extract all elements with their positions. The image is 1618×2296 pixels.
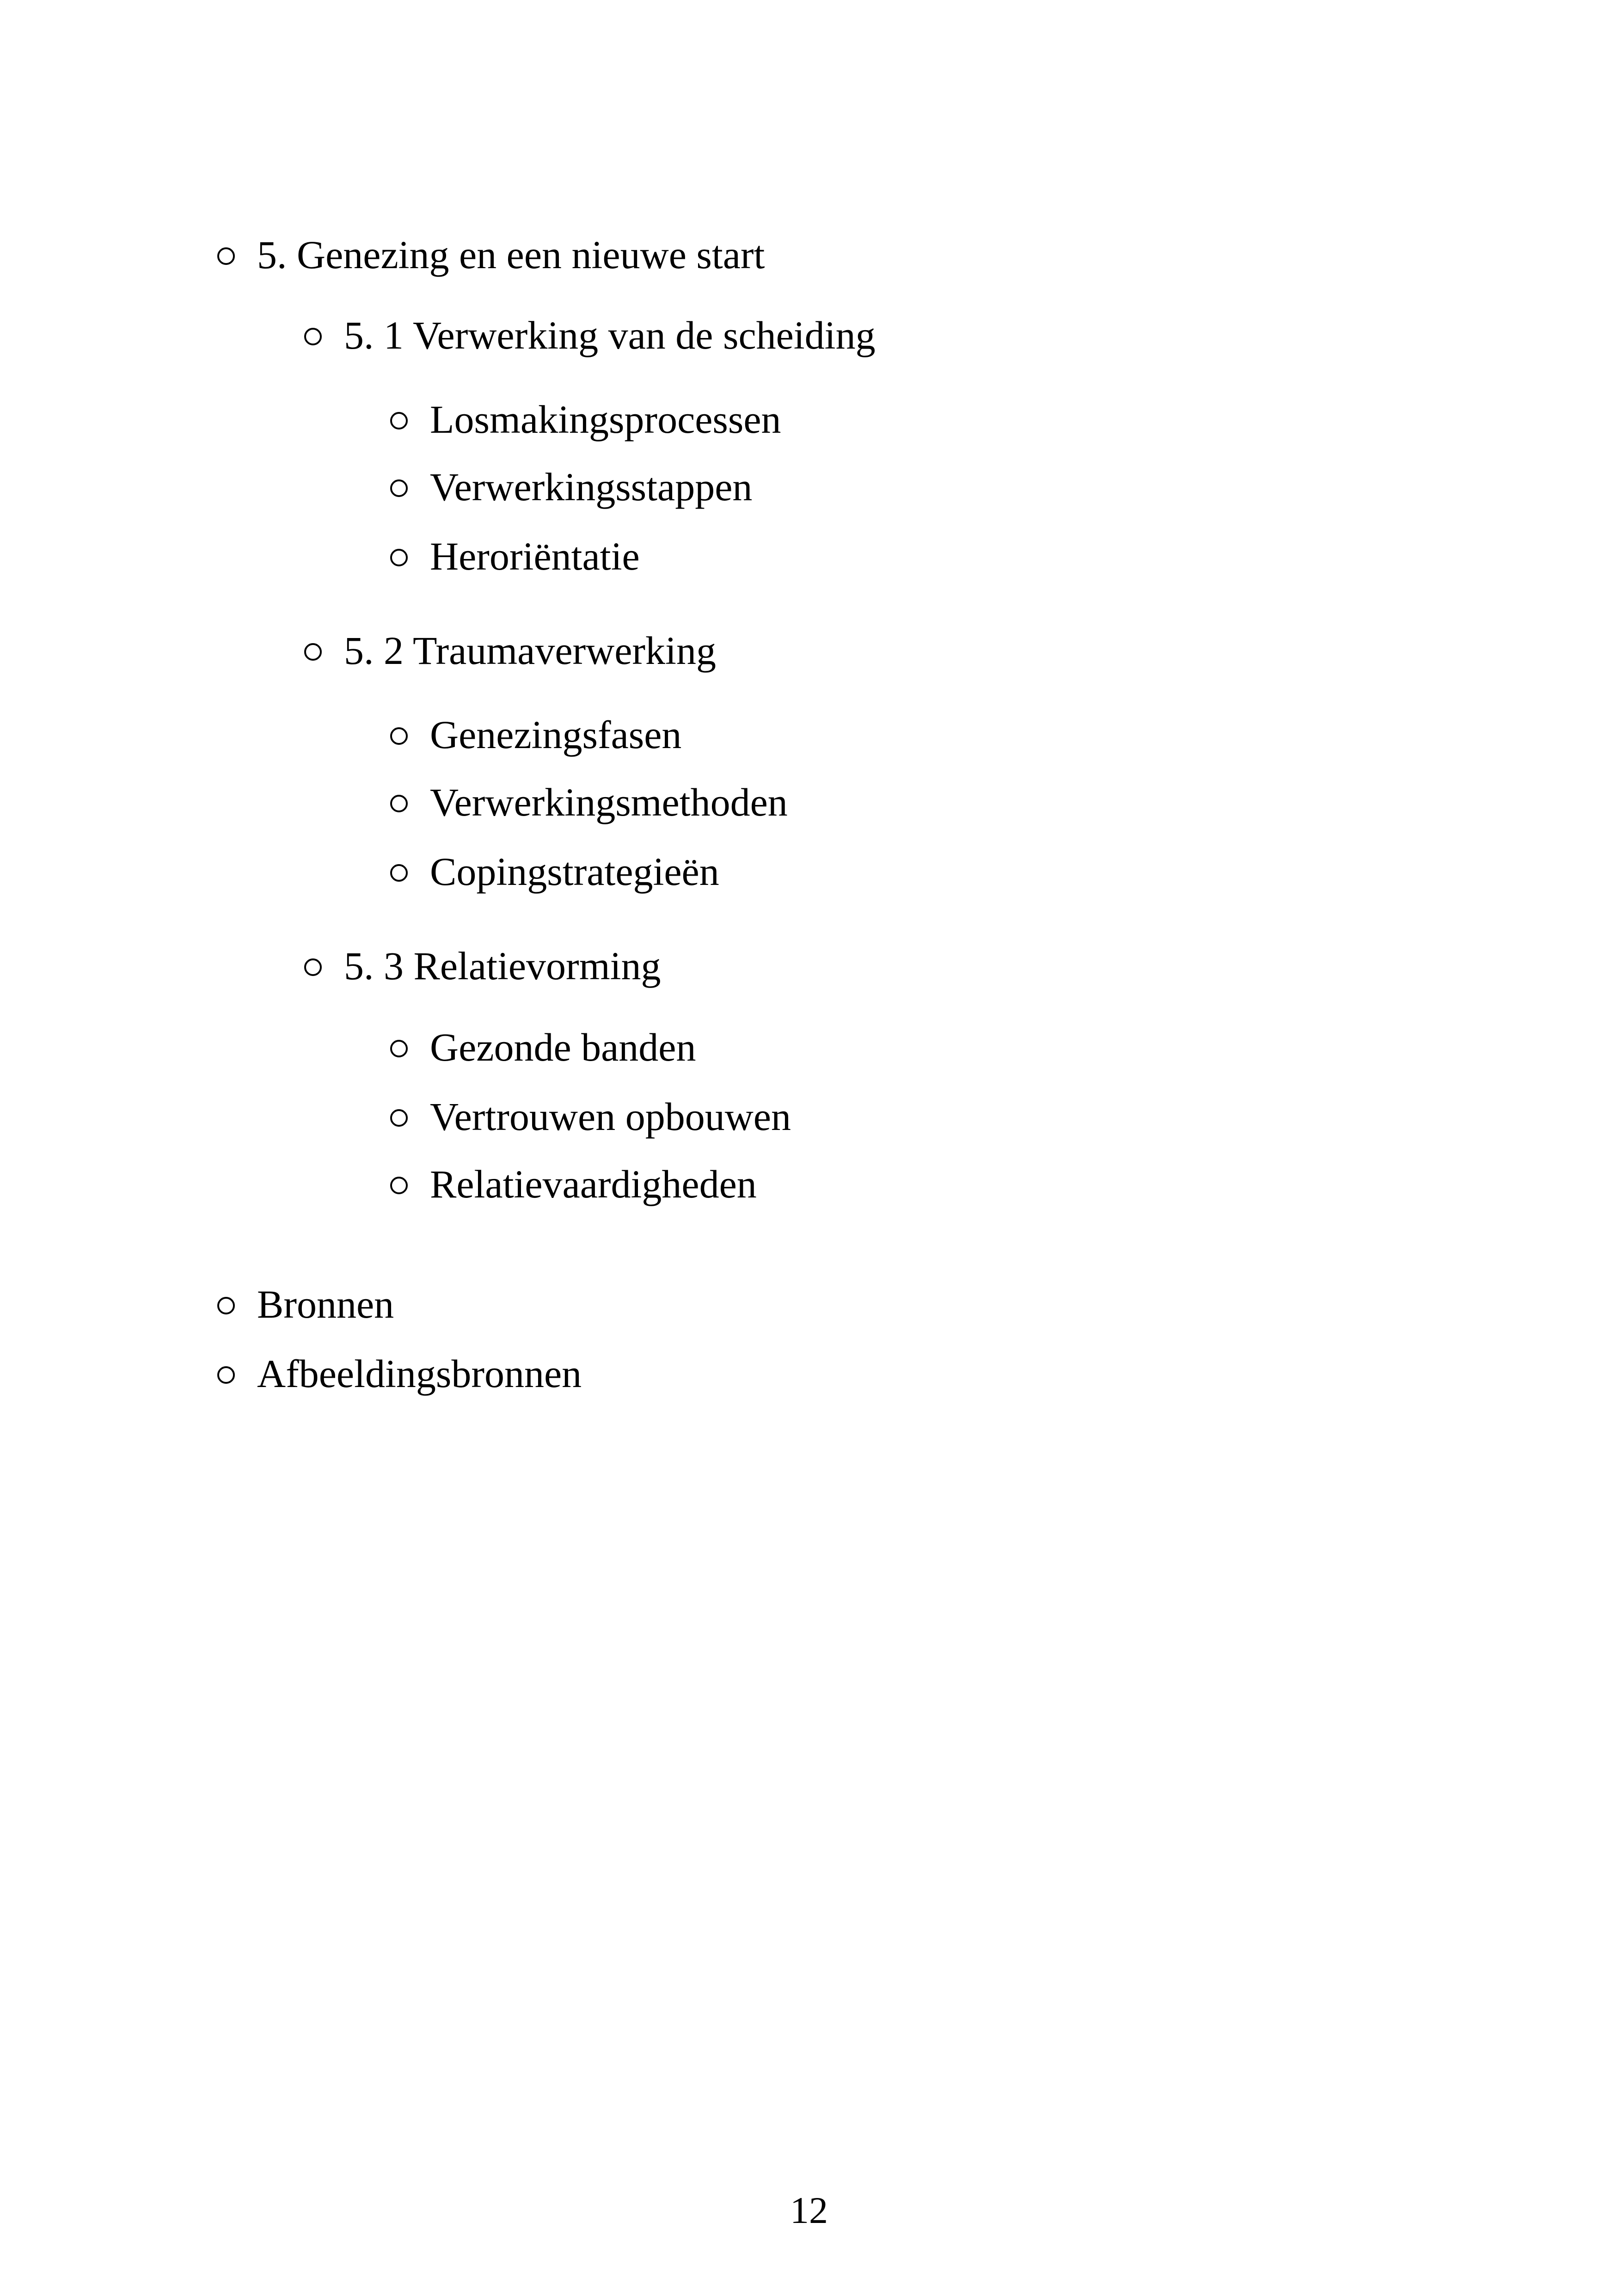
toc-item-label: 5. 1 Verwerking van de scheiding [344,313,876,357]
toc-item-label: 5. 2 Traumaverwerking [344,628,716,673]
hollow-circle-bullet-icon [390,727,408,745]
toc-item-level3 [390,849,719,894]
toc-item-level2 [304,944,661,988]
hollow-circle-bullet-icon [390,864,408,882]
hollow-circle-bullet-icon [390,1109,408,1127]
toc-item-level3 [390,534,640,578]
toc-item-label: Bronnen [257,1282,394,1326]
page-number: 12 [790,2189,828,2231]
toc-item-level1 [217,1282,394,1326]
hollow-circle-bullet-icon [217,247,235,265]
hollow-circle-bullet-icon [390,479,408,497]
toc-item-label: 5. Genezing en een nieuwe start [257,233,765,277]
hollow-circle-bullet-icon [217,1297,235,1314]
toc-item-level3 [390,1162,757,1206]
toc-item-label: Relatievaardigheden [430,1162,757,1206]
toc-item-label: Genezingsfasen [430,712,682,757]
toc-item-level3 [390,1025,696,1069]
toc-item-label: Heroriëntatie [430,534,640,578]
toc-item-level3 [390,780,788,824]
toc-item-level2 [304,628,716,673]
hollow-circle-bullet-icon [390,1040,408,1057]
toc-item-label: Copingstrategieën [430,849,719,894]
toc-item-level3 [390,1094,791,1139]
toc-item-level3 [390,397,781,442]
hollow-circle-bullet-icon [304,643,322,661]
hollow-circle-bullet-icon [304,958,322,976]
hollow-circle-bullet-icon [390,795,408,812]
toc-item-label: 5. 3 Relatievorming [344,944,661,988]
hollow-circle-bullet-icon [390,549,408,566]
hollow-circle-bullet-icon [390,412,408,430]
toc-item-label: Verwerkingsstappen [430,465,753,509]
toc-item-level2 [304,313,876,357]
toc-item-level1 [217,1351,582,1396]
toc-item-label: Verwerkingsmethoden [430,780,788,824]
toc-item-label: Gezonde banden [430,1025,696,1069]
hollow-circle-bullet-icon [217,1366,235,1384]
toc-item-label: Afbeeldingsbronnen [257,1351,582,1396]
toc-item-label: Losmakingsprocessen [430,397,781,442]
hollow-circle-bullet-icon [390,1177,408,1194]
toc-item-level3 [390,465,753,509]
hollow-circle-bullet-icon [304,328,322,345]
toc-item-label: Vertrouwen opbouwen [430,1094,791,1139]
toc-item-level1 [217,233,765,277]
toc-item-level3 [390,712,682,757]
